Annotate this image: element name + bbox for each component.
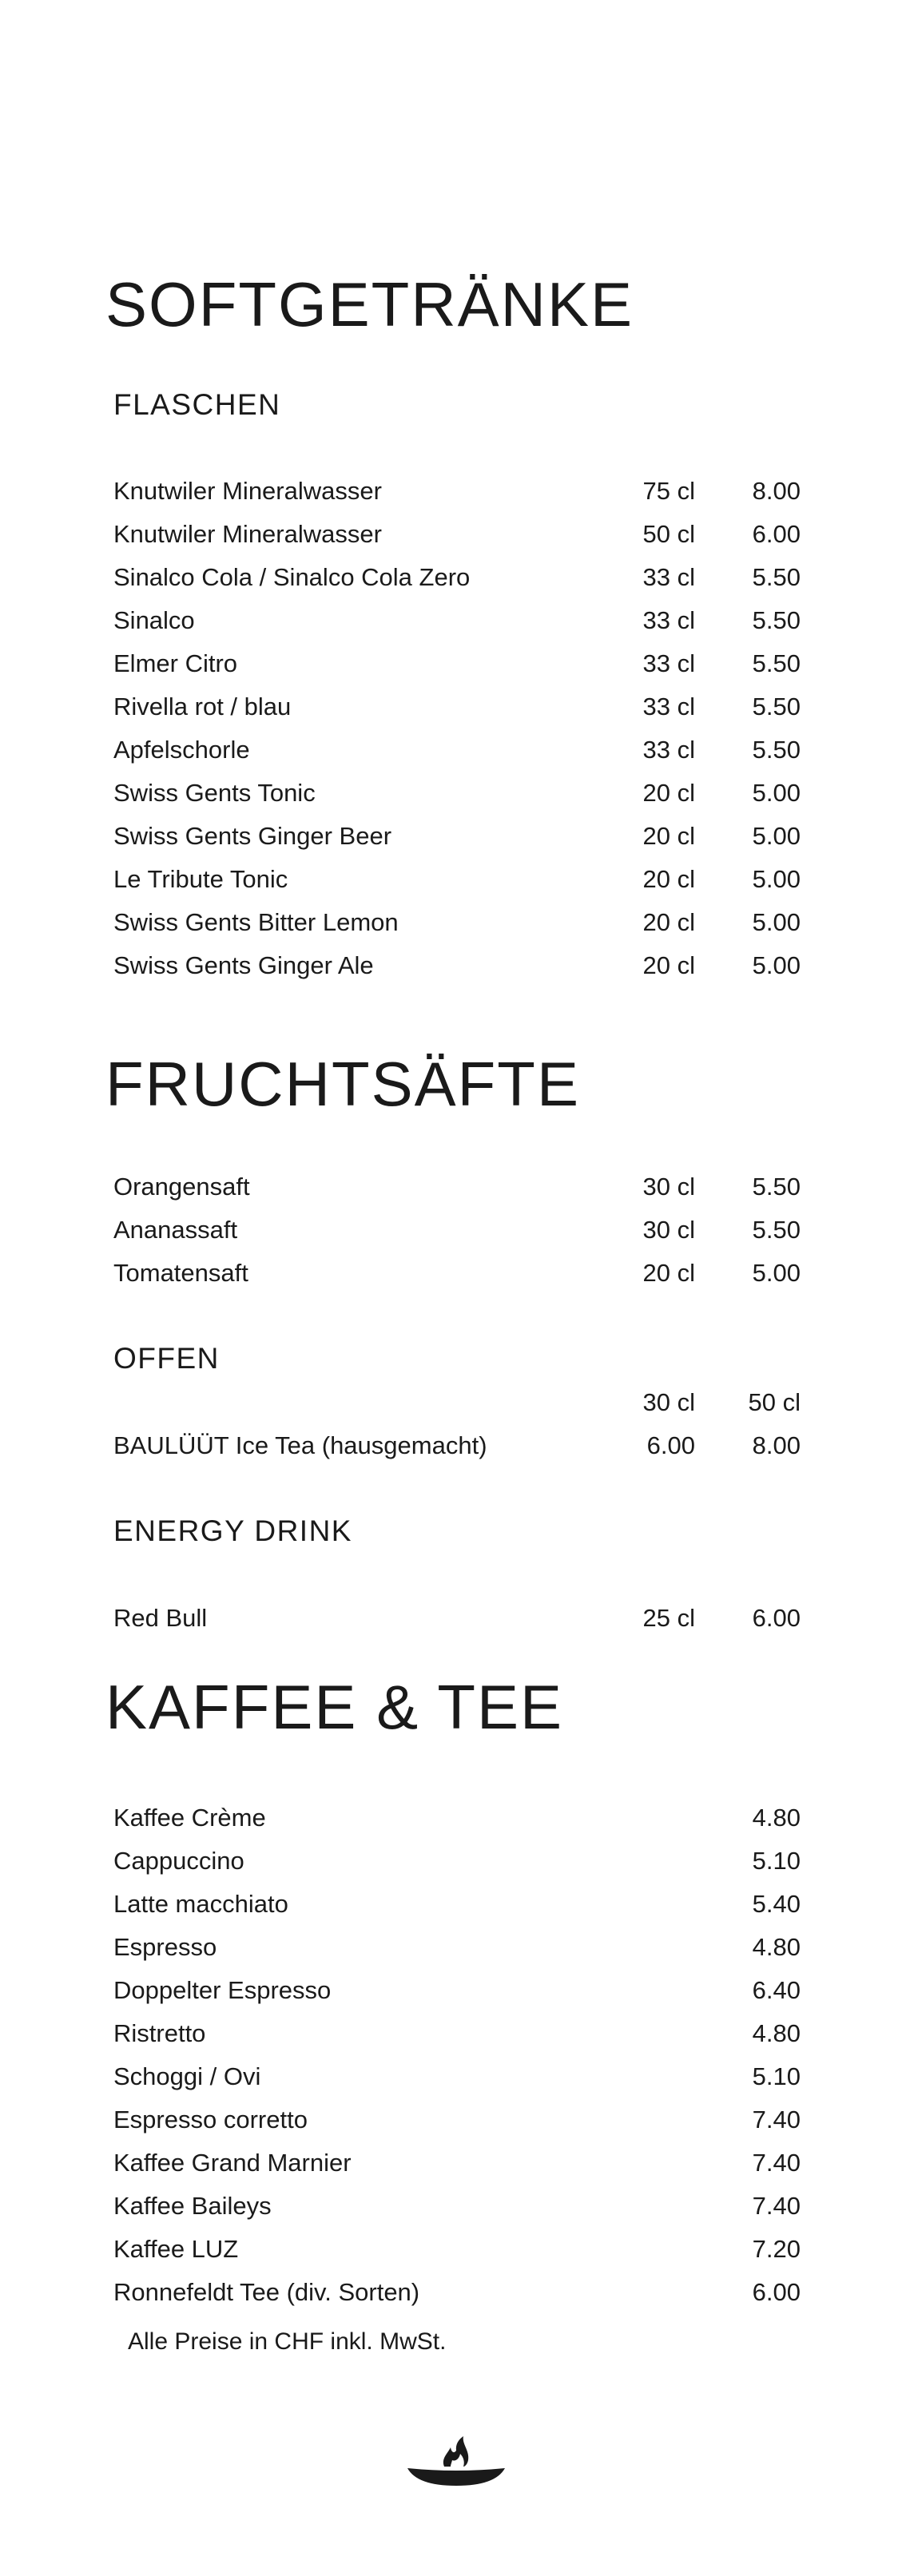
item-size: 20 cl bbox=[642, 865, 695, 893]
item-price: 5.00 bbox=[752, 951, 801, 979]
menu-item bbox=[113, 2147, 801, 2179]
item-price: 5.00 bbox=[752, 908, 801, 936]
column-header-small: 30 cl bbox=[642, 1388, 695, 1416]
subsection-title-bottles: FLASCHEN bbox=[113, 388, 281, 421]
menu-item bbox=[113, 950, 801, 982]
item-name: Swiss Gents Bitter Lemon bbox=[113, 908, 399, 936]
item-price: 5.50 bbox=[752, 606, 801, 634]
item-name: Apfelschorle bbox=[113, 736, 250, 764]
item-name: Ananassaft bbox=[113, 1216, 238, 1244]
item-name: Espresso bbox=[113, 1933, 217, 1961]
item-name: Kaffee Baileys bbox=[113, 2192, 272, 2220]
menu-item bbox=[113, 1845, 801, 1877]
item-price: 5.50 bbox=[752, 649, 801, 677]
item-name: Schoggi / Ovi bbox=[113, 2062, 261, 2090]
item-size: 30 cl bbox=[642, 1216, 695, 1244]
item-price: 5.50 bbox=[752, 693, 801, 720]
menu-item bbox=[113, 691, 801, 723]
subsection-title-open: OFFEN bbox=[113, 1342, 220, 1375]
menu-item bbox=[113, 648, 801, 680]
item-price: 5.50 bbox=[752, 563, 801, 591]
item-size: 33 cl bbox=[642, 563, 695, 591]
menu-item bbox=[113, 777, 801, 809]
item-name: Tomatensaft bbox=[113, 1259, 248, 1287]
item-name: Knutwiler Mineralwasser bbox=[113, 520, 382, 548]
menu-item bbox=[113, 1430, 801, 1462]
item-size: 50 cl bbox=[642, 520, 695, 548]
item-size: 33 cl bbox=[642, 649, 695, 677]
column-header-large: 50 cl bbox=[748, 1388, 801, 1416]
item-price: 5.00 bbox=[752, 1259, 801, 1287]
menu-item bbox=[113, 2276, 801, 2308]
item-name: Espresso corretto bbox=[113, 2106, 308, 2133]
item-price: 6.00 bbox=[752, 1604, 801, 1632]
item-price: 5.50 bbox=[752, 736, 801, 764]
item-size: 20 cl bbox=[642, 779, 695, 807]
menu-item bbox=[113, 1888, 801, 1920]
subsection-title-energy: ENERGY DRINK bbox=[113, 1514, 352, 1547]
menu-item bbox=[113, 1214, 801, 1246]
item-name: Orangensaft bbox=[113, 1173, 250, 1201]
item-size: 75 cl bbox=[642, 477, 695, 505]
menu-item bbox=[113, 2233, 801, 2265]
item-size: 20 cl bbox=[642, 951, 695, 979]
menu-item bbox=[113, 2018, 801, 2050]
item-name: Kaffee LUZ bbox=[113, 2235, 239, 2263]
item-name: Kaffee Grand Marnier bbox=[113, 2149, 352, 2177]
menu-item bbox=[113, 518, 801, 550]
menu-item bbox=[113, 734, 801, 766]
item-size: 20 cl bbox=[642, 1259, 695, 1287]
item-name: Sinalco Cola / Sinalco Cola Zero bbox=[113, 563, 471, 591]
section-title-juices: FRUCHTSÄFTE bbox=[105, 1049, 580, 1119]
price-note: Alle Preise in CHF inkl. MwSt. bbox=[128, 2328, 447, 2355]
menu-item bbox=[113, 863, 801, 895]
item-price: 5.00 bbox=[752, 822, 801, 850]
item-size: 20 cl bbox=[642, 822, 695, 850]
menu-item bbox=[113, 2190, 801, 2222]
menu-item bbox=[113, 475, 801, 507]
item-name: BAULÜÜT Ice Tea (hausgemacht) bbox=[113, 1431, 487, 1459]
section-title-coffee: KAFFEE & TEE bbox=[105, 1672, 564, 1742]
item-price-large: 8.00 bbox=[752, 1431, 801, 1459]
menu-item bbox=[113, 1975, 801, 2006]
item-price: 8.00 bbox=[752, 477, 801, 505]
item-size: 33 cl bbox=[642, 606, 695, 634]
item-name: Kaffee Crème bbox=[113, 1804, 266, 1832]
item-name: Doppelter Espresso bbox=[113, 1976, 332, 2004]
item-price: 5.00 bbox=[752, 779, 801, 807]
item-price: 5.40 bbox=[752, 1890, 801, 1918]
item-price: 7.20 bbox=[752, 2235, 801, 2263]
menu-item bbox=[113, 605, 801, 637]
item-size: 33 cl bbox=[642, 693, 695, 720]
item-price: 4.80 bbox=[752, 1804, 801, 1832]
menu-item bbox=[113, 907, 801, 939]
item-name: Sinalco bbox=[113, 606, 195, 634]
item-size: 25 cl bbox=[642, 1604, 695, 1632]
item-name: Latte macchiato bbox=[113, 1890, 288, 1918]
item-name: Knutwiler Mineralwasser bbox=[113, 477, 382, 505]
menu-item bbox=[113, 1931, 801, 1963]
item-name: Swiss Gents Tonic bbox=[113, 779, 316, 807]
menu-item bbox=[113, 2104, 801, 2136]
item-name: Swiss Gents Ginger Beer bbox=[113, 822, 392, 850]
menu-item bbox=[113, 1802, 801, 1834]
item-price: 5.10 bbox=[752, 1847, 801, 1875]
item-price: 6.40 bbox=[752, 1976, 801, 2004]
item-price: 4.80 bbox=[752, 2019, 801, 2047]
item-price: 4.80 bbox=[752, 1933, 801, 1961]
item-price-small: 6.00 bbox=[646, 1431, 695, 1459]
item-name: Ristretto bbox=[113, 2019, 206, 2047]
item-price: 5.50 bbox=[752, 1216, 801, 1244]
item-name: Elmer Citro bbox=[113, 649, 238, 677]
fire-bowl-icon bbox=[406, 2436, 507, 2487]
item-name: Rivella rot / blau bbox=[113, 693, 292, 720]
item-size: 33 cl bbox=[642, 736, 695, 764]
item-price: 5.00 bbox=[752, 865, 801, 893]
menu-item bbox=[113, 562, 801, 593]
item-price: 5.50 bbox=[752, 1173, 801, 1201]
menu-item bbox=[113, 820, 801, 852]
column-header-row bbox=[113, 1387, 801, 1419]
item-name: Cappuccino bbox=[113, 1847, 244, 1875]
menu-item bbox=[113, 2061, 801, 2093]
menu-item bbox=[113, 1257, 801, 1289]
item-name: Red Bull bbox=[113, 1604, 208, 1632]
item-price: 7.40 bbox=[752, 2192, 801, 2220]
item-price: 7.40 bbox=[752, 2106, 801, 2133]
item-size: 30 cl bbox=[642, 1173, 695, 1201]
item-name: Ronnefeldt Tee (div. Sorten) bbox=[113, 2278, 420, 2306]
item-name: Le Tribute Tonic bbox=[113, 865, 288, 893]
menu-item bbox=[113, 1171, 801, 1203]
item-price: 7.40 bbox=[752, 2149, 801, 2177]
item-price: 6.00 bbox=[752, 520, 801, 548]
item-name: Swiss Gents Ginger Ale bbox=[113, 951, 374, 979]
item-price: 5.10 bbox=[752, 2062, 801, 2090]
section-title-softdrinks: SOFTGETRÄNKE bbox=[105, 269, 634, 339]
item-size: 20 cl bbox=[642, 908, 695, 936]
menu-item bbox=[113, 1602, 801, 1634]
item-price: 6.00 bbox=[752, 2278, 801, 2306]
